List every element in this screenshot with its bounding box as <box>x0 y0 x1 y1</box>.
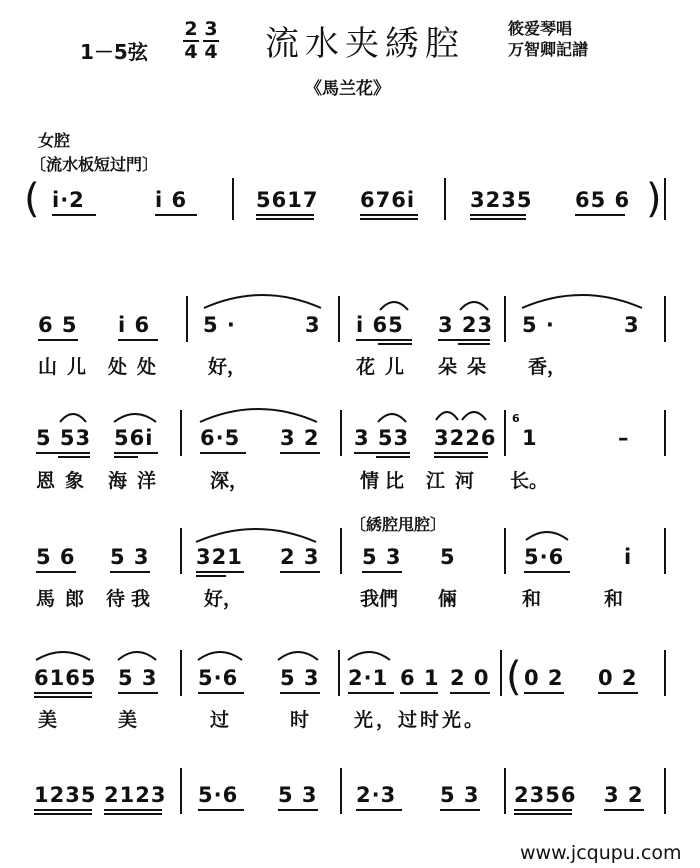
note-group: 5·6 <box>198 666 239 690</box>
lyric: 江河 <box>426 470 485 492</box>
barline <box>664 296 666 342</box>
beam <box>34 809 92 811</box>
note-group: 1 <box>522 426 538 450</box>
note-group: 5 53 <box>36 426 92 450</box>
note-group: 5 3 <box>440 783 480 807</box>
note-group: 3 2 <box>280 426 320 450</box>
slur <box>518 288 646 310</box>
section-label-xiuqiang: 〔綉腔甩腔〕 <box>350 515 447 534</box>
note-group: 1235 <box>34 783 97 807</box>
beam <box>256 218 314 220</box>
slur <box>200 288 325 310</box>
singer-credit: 筱爱琴唱 <box>508 19 573 38</box>
time-signature-2-4: $\frac{2}{4}$ <box>184 18 198 63</box>
barline <box>180 410 182 456</box>
beam <box>434 456 488 458</box>
beam <box>524 571 570 573</box>
beam <box>524 692 564 694</box>
barline <box>180 650 182 696</box>
beam <box>400 692 438 694</box>
lyric: 好， <box>204 588 243 610</box>
note-group: 5 3 <box>280 666 320 690</box>
beam <box>362 571 402 573</box>
beam <box>200 452 246 454</box>
credits <box>508 18 588 60</box>
close-repeat-paren: ) <box>646 176 662 222</box>
beam <box>598 692 638 694</box>
note-group: – <box>618 426 630 450</box>
beam <box>198 692 244 694</box>
lyric: 光，过时光。 <box>354 709 487 731</box>
slur <box>524 526 570 542</box>
beam <box>104 813 162 815</box>
note-group: 5·6 <box>524 545 565 569</box>
beam <box>470 218 526 220</box>
note-group: i 6 <box>118 313 151 337</box>
barline <box>664 410 666 456</box>
slur <box>196 402 321 424</box>
lyric: 海洋 <box>108 470 167 492</box>
beam <box>514 809 572 811</box>
lyric: 时 <box>290 709 310 731</box>
lyric: 和 <box>522 588 542 610</box>
note-group: 3 <box>624 313 640 337</box>
beam <box>438 339 490 341</box>
lyric: 情比 <box>360 470 411 492</box>
beam <box>360 218 418 220</box>
beam <box>348 692 394 694</box>
barline <box>664 768 666 814</box>
song-title: 流水夹綉腔 <box>265 24 465 64</box>
time-signature-3-4: $\frac{3}{4}$ <box>204 18 218 63</box>
barline <box>340 528 342 574</box>
note-group: i 6 <box>155 188 188 212</box>
beam <box>104 809 162 811</box>
barline <box>340 410 342 456</box>
beam <box>110 571 150 573</box>
slur <box>116 646 158 662</box>
slur <box>196 646 244 662</box>
note-group: i·2 <box>52 188 85 212</box>
barline <box>338 296 340 342</box>
lyric: 待我 <box>106 588 157 610</box>
note-group: 5617 <box>256 188 319 212</box>
slur <box>378 296 410 312</box>
note-group: 5 3 <box>110 545 150 569</box>
beam <box>378 343 412 345</box>
beam <box>434 452 488 454</box>
beam <box>34 696 92 698</box>
open-paren: ( <box>506 654 522 700</box>
open-repeat-paren: ( <box>24 176 40 222</box>
note-group: 3 23 <box>438 313 494 337</box>
note-group: 0 2 <box>598 666 638 690</box>
note-group: 0 2 <box>524 666 564 690</box>
note-group: i <box>624 545 633 569</box>
voice-label: 女腔 <box>38 131 71 150</box>
lyric: 朵朵 <box>438 356 497 378</box>
lyric: 花儿 <box>356 356 415 378</box>
beam <box>36 452 90 454</box>
barline <box>338 650 340 696</box>
lyric: 倆 <box>438 588 458 610</box>
slur <box>458 296 490 312</box>
lyric: 恩象 <box>36 470 95 492</box>
lyric: 处处 <box>108 356 167 378</box>
barline-end <box>664 178 666 220</box>
beam <box>280 692 320 694</box>
beam <box>440 809 480 811</box>
note-group: 5 · <box>522 313 555 337</box>
beam <box>280 452 320 454</box>
beam <box>450 692 490 694</box>
beam <box>198 809 244 811</box>
note-group: 6·5 <box>200 426 241 450</box>
note-group: 5 6 <box>36 545 76 569</box>
slur <box>58 408 88 424</box>
beam <box>354 452 410 454</box>
note-group: 65 6 <box>575 188 631 212</box>
slur <box>112 408 158 424</box>
opera-subtitle: 《馬兰花》 <box>305 79 390 99</box>
note-group: 676i <box>360 188 416 212</box>
lyric: 和 <box>604 588 624 610</box>
barline <box>232 178 234 220</box>
beam <box>278 809 318 811</box>
note-group: 3 53 <box>354 426 410 450</box>
lyric: 深， <box>210 470 249 492</box>
beam <box>34 813 92 815</box>
barline <box>340 768 342 814</box>
barline <box>500 650 502 696</box>
beam <box>118 692 158 694</box>
note-group: 2·1 <box>348 666 389 690</box>
barline <box>444 178 446 220</box>
beam <box>155 214 197 216</box>
slur <box>460 406 488 422</box>
beam <box>118 339 158 341</box>
grace-note: 6 <box>512 412 520 425</box>
beam <box>356 809 402 811</box>
note-group: 5 <box>440 545 456 569</box>
note-group: 3235 <box>470 188 533 212</box>
note-group: 6165 <box>34 666 97 690</box>
beam <box>196 571 244 573</box>
note-group: 3 <box>305 313 321 337</box>
note-group: 5 3 <box>278 783 318 807</box>
lyric: 美 <box>118 709 138 731</box>
barline <box>664 528 666 574</box>
lyric: 美 <box>38 709 58 731</box>
barline <box>504 528 506 574</box>
beam <box>256 214 314 216</box>
note-group: i 65 <box>356 313 404 337</box>
barline <box>504 410 506 456</box>
lyric: 山儿 <box>38 356 97 378</box>
slur <box>434 406 460 422</box>
slur <box>346 646 392 662</box>
slur <box>34 646 92 662</box>
note-group: 5·6 <box>198 783 239 807</box>
section-label-prelude: 〔流水板短过門〕 <box>30 155 159 174</box>
lyric: 香， <box>528 356 567 378</box>
beam <box>575 214 625 216</box>
lyric: 好， <box>208 356 247 378</box>
beam <box>36 571 76 573</box>
beam <box>604 809 644 811</box>
note-group: 56i <box>114 426 154 450</box>
transcriber-credit: 万智卿記譜 <box>508 40 589 59</box>
lyric: 过 <box>210 709 230 731</box>
note-group: 2·3 <box>356 783 397 807</box>
beam <box>280 571 320 573</box>
beam <box>58 456 90 458</box>
slur <box>376 408 408 424</box>
barline <box>504 768 506 814</box>
beam <box>376 456 410 458</box>
note-group: 2 0 <box>450 666 490 690</box>
note-group: 3 2 <box>604 783 644 807</box>
site-watermark: www.jcqupu.com <box>520 842 682 864</box>
barline <box>180 528 182 574</box>
note-group: 6 1 <box>400 666 440 690</box>
note-group: 5 3 <box>118 666 158 690</box>
beam <box>470 214 526 216</box>
barline <box>186 296 188 342</box>
note-group: 5 · <box>203 313 236 337</box>
barline <box>504 296 506 342</box>
slur <box>276 646 320 662</box>
lyric: 我們 <box>360 588 399 610</box>
beam <box>114 456 138 458</box>
beam <box>52 214 96 216</box>
strings-indicator: 1－5弦 <box>80 40 148 64</box>
beam <box>458 343 490 345</box>
note-group: 3226 <box>434 426 497 450</box>
beam <box>356 339 412 341</box>
note-group: 6 5 <box>38 313 78 337</box>
note-group: 2356 <box>514 783 577 807</box>
beam <box>114 452 158 454</box>
beam <box>360 214 418 216</box>
slur <box>192 522 320 544</box>
note-group: 2 3 <box>280 545 320 569</box>
beam <box>38 339 78 341</box>
note-group: 5 3 <box>362 545 402 569</box>
barline <box>180 768 182 814</box>
barline <box>664 650 666 696</box>
lyric: 长。 <box>510 470 549 492</box>
note-group: 2123 <box>104 783 167 807</box>
beam <box>34 692 92 694</box>
note-group: 321 <box>196 545 243 569</box>
beam <box>514 813 572 815</box>
beam <box>196 575 226 577</box>
lyric: 馬郎 <box>36 588 95 610</box>
